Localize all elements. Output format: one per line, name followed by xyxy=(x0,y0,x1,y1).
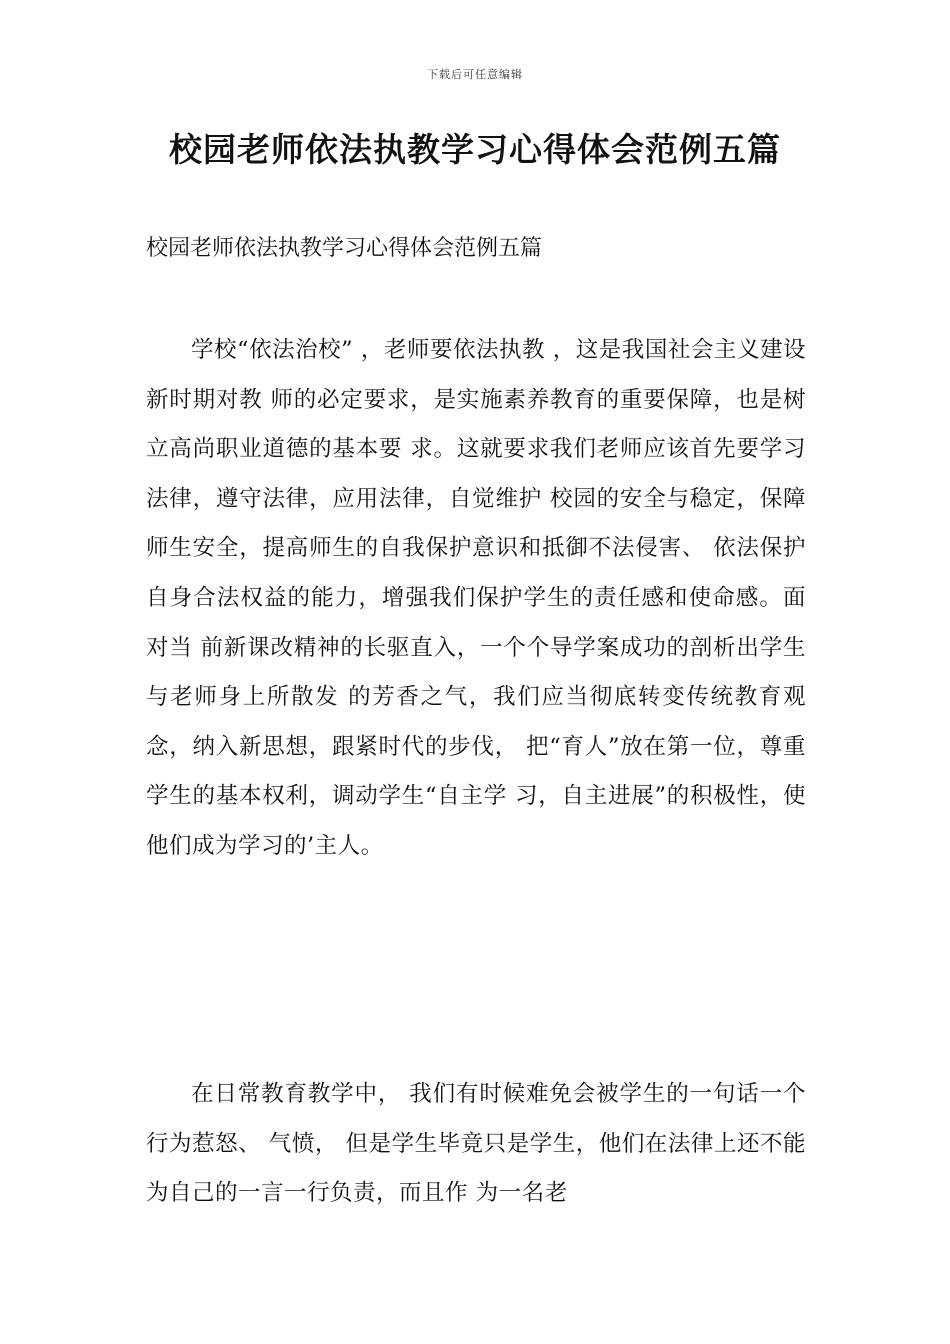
document-subtitle: 校园老师依法执教学习心得体会范例五篇 xyxy=(146,236,543,261)
header-note: 下载后可任意编辑 xyxy=(427,68,523,81)
document-title: 校园老师依法执教学习心得体会范例五篇 xyxy=(169,130,781,169)
paragraph-1: 学校“依法治校” ，老师要依法执教 ，这是我国社会主义建设新时期对教 师的必定要求，是实施素养教育的重要保障，也是树立高尚职业道德的基本要 求。这就要求我们老师应该首先要学习法律，遵守法律，应用法律，自觉维护 校园的安全与稳定，保障师生安全，提高师生的自我保护意识和抵御不法侵害、 依法保护自身合法权益的能力，增强我们保护学生的责任感和使命感。面对当 前新课改精神的长驱直入，一个个导学案成功的剖析出学生与老师身上所散发 的芳香之气，我们应当彻底转变传统教育观念，纳入新思想，跟紧时代的步伐， 把“育人”放在第一位，尊重学生的基本权利，调动学生“自主学 习，自主进展”的积极性，使他们成为学习的’主人。 xyxy=(146,337,806,859)
paragraph-2: 在日常教育教学中， 我们有时候难免会被学生的一句话一个行为惹怒、 气愤， 但是学生毕竟只是学生，他们在法律上还不能为自己的一言一行负责，而且作 为一名老 xyxy=(146,1081,806,1207)
